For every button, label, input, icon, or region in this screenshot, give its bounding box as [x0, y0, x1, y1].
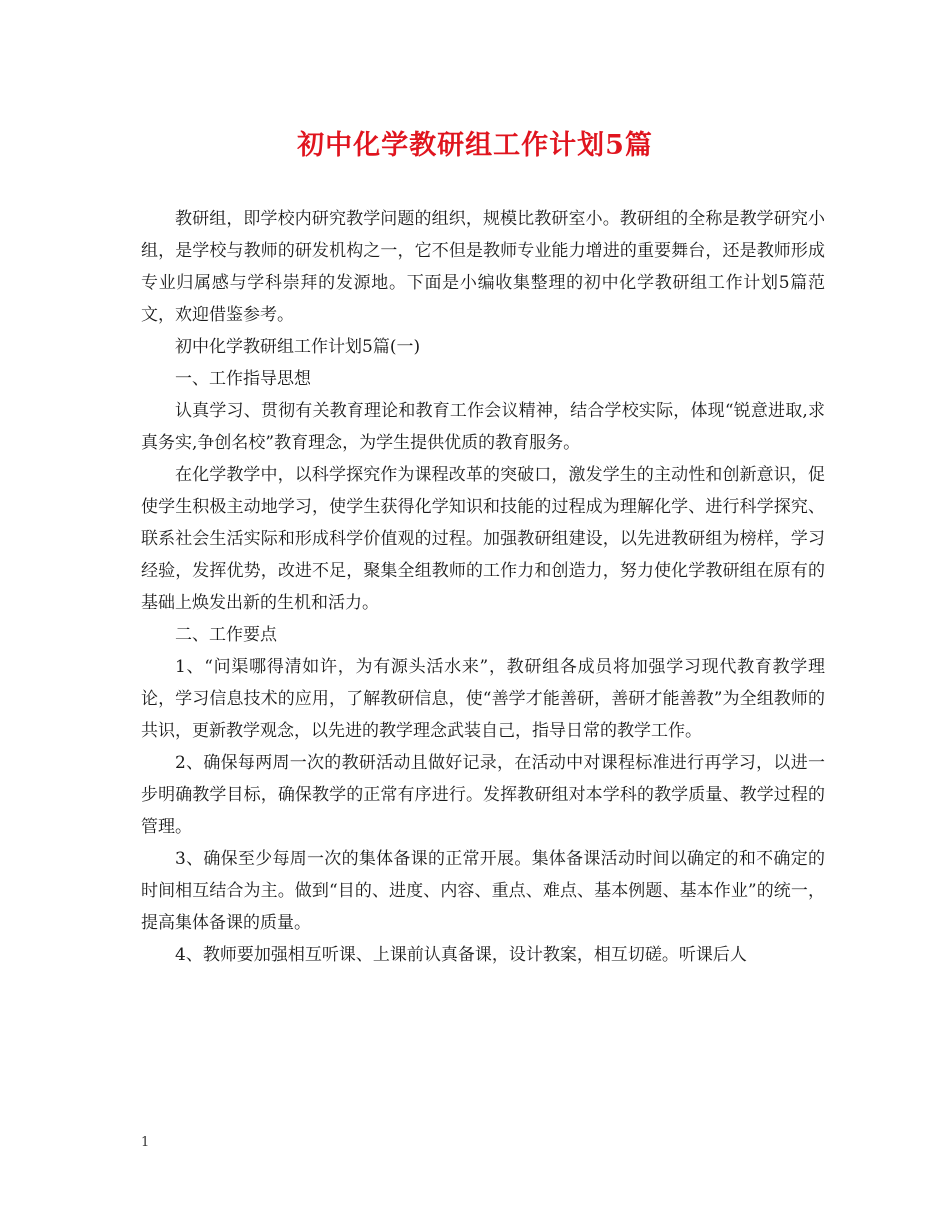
paragraph: 1、“问渠哪得清如许，为有源头活水来”，教研组各成员将加强学习现代教育教学理论，学习信息技术的应用，了解教研信息，使“善学才能善研，善研才能善教”为全组教师的共识，更新教学观念，以先进的教学理念武装自己，指导日常的教学工作。: [141, 657, 825, 741]
paragraph: 2、确保每两周一次的教研活动且做好记录，在活动中对课程标准进行再学习，以进一步明确教学目标，确保教学的正常有序进行。发挥教研组对本学科的教学质量、教学过程的管理。: [141, 753, 825, 837]
document-body: [141, 203, 825, 971]
section-heading-plan-one: 初中化学教研组工作计划5篇(一): [175, 337, 421, 357]
paragraph: 4、教师要加强相互听课、上课前认真备课，设计教案，相互切磋。听课后人: [175, 945, 747, 965]
section-heading-guiding-thought: 一、工作指导思想: [175, 369, 311, 389]
paragraph: 3、确保至少每周一次的集体备课的正常开展。集体备课活动时间以确定的和不确定的时间相互结合为主。做到“目的、进度、内容、重点、难点、基本例题、基本作业”的统一，提高集体备课的质量。: [141, 849, 825, 933]
paragraph: 在化学教学中，以科学探究作为课程改革的突破口，激发学生的主动性和创新意识，促使学生积极主动地学习，使学生获得化学知识和技能的过程成为理解化学、进行科学探究、联系社会生活实际和形成科学价值观的过程。加强教研组建设，以先进教研组为榜样，学习经验，发挥优势，改进不足，聚集全组教师的工作力和创造力，努力使化学教研组在原有的基础上焕发出新的生机和活力。: [141, 465, 825, 613]
paragraph-intro: 教研组，即学校内研究教学问题的组织，规模比教研室小。教研组的全称是教学研究小组，是学校与教师的研发机构之一，它不但是教师专业能力增进的重要舞台，还是教师形成专业归属感与学科崇拜的发源地。下面是小编收集整理的初中化学教研组工作计划5篇范文，欢迎借鉴参考。: [141, 209, 825, 325]
paragraph: 认真学习、贯彻有关教育理论和教育工作会议精神，结合学校实际，体现“锐意进取,求真务实,争创名校”教育理念，为学生提供优质的教育服务。: [141, 401, 825, 453]
document-title: 初中化学教研组工作计划5篇: [297, 130, 653, 161]
section-heading-key-points: 二、工作要点: [175, 625, 277, 645]
page-number: 1: [141, 1135, 150, 1150]
